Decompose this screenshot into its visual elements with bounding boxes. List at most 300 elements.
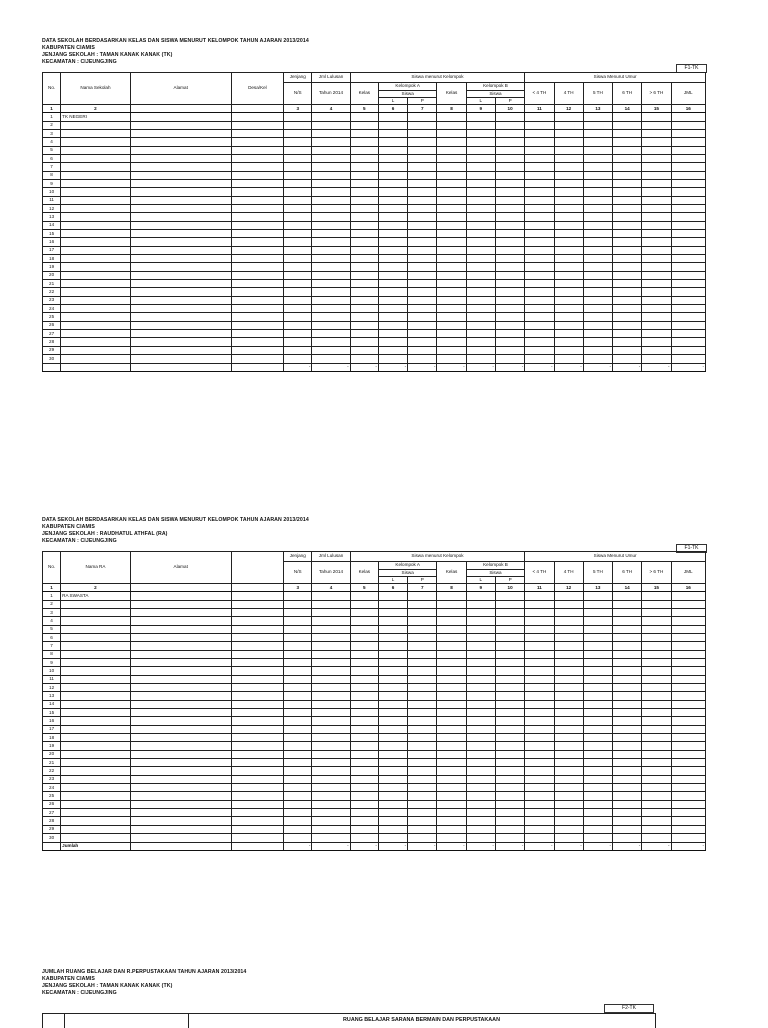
table-cell: [350, 817, 378, 825]
table-cell: [671, 750, 706, 758]
total-cell: [130, 363, 231, 371]
table-cell: [231, 154, 283, 162]
table-cell: [350, 734, 378, 742]
table-row: [43, 809, 706, 817]
table-cell: [495, 734, 524, 742]
table-cell: [284, 163, 312, 171]
header-l-a: L: [379, 98, 408, 104]
colnum: 16: [671, 583, 706, 591]
table-cell: [408, 346, 437, 354]
table-cell: [312, 280, 350, 288]
table-cell: [495, 246, 524, 254]
school-name: [61, 734, 131, 742]
total-cell: [231, 842, 283, 850]
table-cell: [284, 675, 312, 683]
table-cell: [495, 129, 524, 137]
total-value: -: [408, 842, 437, 850]
table-cell: [437, 625, 466, 633]
table-cell: [554, 280, 583, 288]
total-value: -: [495, 842, 524, 850]
row-number: 22: [43, 288, 61, 296]
table-cell: [231, 608, 283, 616]
table-cell: [613, 592, 642, 600]
school-name: [61, 246, 131, 254]
table-cell: [284, 658, 312, 666]
table-cell: [231, 204, 283, 212]
row-number: 6: [43, 633, 61, 641]
table-cell: [613, 650, 642, 658]
row-number: 27: [43, 330, 61, 338]
table-cell: [231, 355, 283, 363]
school-name: [61, 121, 131, 129]
table-cell: [466, 154, 495, 162]
table-cell: [613, 154, 642, 162]
table-cell: [495, 171, 524, 179]
table-cell: [642, 330, 671, 338]
table-row: [43, 196, 706, 204]
total-value: -: [613, 842, 642, 850]
total-value: -: [613, 363, 642, 371]
table-cell: [583, 263, 612, 271]
school-name: [61, 238, 131, 246]
table-cell: [613, 179, 642, 187]
school-name: [61, 750, 131, 758]
row-number: 10: [43, 667, 61, 675]
table-cell: [437, 600, 466, 608]
table-cell: [437, 238, 466, 246]
table-cell: [231, 650, 283, 658]
table-cell: [642, 825, 671, 833]
table-cell: [130, 642, 231, 650]
table-cell: [525, 213, 554, 221]
table-cell: [583, 759, 612, 767]
table-cell: [408, 600, 437, 608]
table-cell: [554, 121, 583, 129]
row-number: 26: [43, 800, 61, 808]
table-cell: [466, 650, 495, 658]
table-cell: [312, 246, 350, 254]
table-cell: [312, 692, 350, 700]
table-cell: [613, 313, 642, 321]
table-cell: [130, 154, 231, 162]
row-number: 25: [43, 313, 61, 321]
table-cell: [231, 717, 283, 725]
table-cell: [466, 121, 495, 129]
table-cell: [613, 246, 642, 254]
table-row: [43, 717, 706, 725]
table-cell: [525, 330, 554, 338]
table-cell: [130, 809, 231, 817]
row-number: 19: [43, 742, 61, 750]
table-cell: [408, 154, 437, 162]
row-number: 28: [43, 817, 61, 825]
table-cell: [583, 742, 612, 750]
table-cell: [231, 221, 283, 229]
table-cell: [495, 759, 524, 767]
table-cell: [466, 263, 495, 271]
table-cell: [284, 146, 312, 154]
table-cell: [642, 313, 671, 321]
table-cell: [231, 742, 283, 750]
table-cell: [495, 121, 524, 129]
table-cell: [671, 759, 706, 767]
form-code: F2-TK: [604, 1004, 654, 1013]
table-cell: [495, 146, 524, 154]
table-cell: [554, 717, 583, 725]
table-cell: [312, 338, 350, 346]
table-row: [43, 709, 706, 717]
school-name: [61, 179, 131, 187]
table-cell: [495, 313, 524, 321]
table-cell: [350, 330, 378, 338]
table-cell: [554, 725, 583, 733]
table-cell: [495, 700, 524, 708]
table-cell: [583, 675, 612, 683]
table-cell: [130, 750, 231, 758]
table-cell: [613, 625, 642, 633]
table-cell: [466, 113, 495, 121]
header-umur-lt4: < 4 TH: [525, 82, 554, 104]
colnum: 9: [466, 104, 495, 112]
table-cell: [466, 683, 495, 691]
table-cell: [284, 179, 312, 187]
table-row: [43, 321, 706, 329]
table-cell: [583, 146, 612, 154]
table-cell: [231, 213, 283, 221]
table-cell: [378, 138, 407, 146]
row-number: 16: [43, 238, 61, 246]
table-cell: [284, 592, 312, 600]
table-cell: [284, 759, 312, 767]
table-cell: [437, 355, 466, 363]
header-siswa-umur: Siswa Menurut Umur: [525, 73, 706, 83]
table-cell: [554, 330, 583, 338]
table-cell: [312, 658, 350, 666]
table-cell: [312, 255, 350, 263]
table-cell: [613, 296, 642, 304]
table-cell: [583, 355, 612, 363]
table-row: [43, 305, 706, 313]
row-number: 3: [43, 608, 61, 616]
table-cell: [583, 305, 612, 313]
table-cell: [642, 154, 671, 162]
table-cell: [583, 709, 612, 717]
table-cell: [583, 196, 612, 204]
table-cell: [231, 633, 283, 641]
table-cell: [312, 163, 350, 171]
table-cell: [231, 113, 283, 121]
table-cell: [613, 767, 642, 775]
table-cell: [437, 767, 466, 775]
table-cell: [408, 221, 437, 229]
row-number: 2: [43, 121, 61, 129]
table-cell: [583, 204, 612, 212]
table-cell: [378, 633, 407, 641]
total-value: -: [642, 363, 671, 371]
table-cell: [554, 154, 583, 162]
table-cell: [466, 692, 495, 700]
row-number: 11: [43, 196, 61, 204]
table-cell: [284, 221, 312, 229]
total-value: -: [466, 363, 495, 371]
table-cell: [466, 313, 495, 321]
table-cell: [525, 138, 554, 146]
school-name: [61, 700, 131, 708]
table-cell: [525, 600, 554, 608]
table-cell: [284, 338, 312, 346]
school-name: [61, 725, 131, 733]
table-cell: [466, 834, 495, 842]
table-cell: [495, 775, 524, 783]
table-cell: [408, 625, 437, 633]
table-cell: [466, 767, 495, 775]
table-cell: [466, 129, 495, 137]
table-cell: [231, 625, 283, 633]
table-cell: [613, 230, 642, 238]
table-cell: [642, 263, 671, 271]
colnum: 8: [437, 104, 466, 112]
header-p-a: P: [420, 576, 424, 582]
table-cell: [613, 213, 642, 221]
table-cell: [130, 196, 231, 204]
total-cell: [43, 842, 61, 850]
school-name: [61, 204, 131, 212]
table-cell: [671, 271, 706, 279]
table-cell: [671, 792, 706, 800]
table-row: [43, 188, 706, 196]
table-cell: [525, 809, 554, 817]
table-cell: [671, 163, 706, 171]
row-number: 5: [43, 146, 61, 154]
table-cell: [437, 121, 466, 129]
table-cell: [525, 625, 554, 633]
table-cell: [466, 709, 495, 717]
colnum: 11: [525, 583, 554, 591]
table-cell: [613, 792, 642, 800]
table-row: [43, 650, 706, 658]
table-cell: [378, 825, 407, 833]
table-cell: [613, 742, 642, 750]
table-cell: [466, 188, 495, 196]
table-cell: [437, 296, 466, 304]
table-cell: [312, 742, 350, 750]
total-value: -: [408, 363, 437, 371]
header-p-b: P: [508, 576, 512, 582]
table-cell: [466, 321, 495, 329]
table-cell: [437, 667, 466, 675]
table-cell: [495, 288, 524, 296]
heading-line: KABUPATEN CIAMIS: [42, 45, 95, 51]
table-cell: [642, 717, 671, 725]
colnum: 14: [613, 104, 642, 112]
table-cell: [671, 113, 706, 121]
table-cell: [525, 784, 554, 792]
table-cell: [495, 650, 524, 658]
table-cell: [231, 784, 283, 792]
header-jml: JML: [671, 561, 706, 583]
table-cell: [408, 700, 437, 708]
table-cell: [130, 255, 231, 263]
table-cell: [284, 809, 312, 817]
table-cell: [312, 775, 350, 783]
table-cell: [671, 592, 706, 600]
table-cell: [408, 163, 437, 171]
table-cell: [312, 230, 350, 238]
table-cell: [613, 784, 642, 792]
header-siswa-b-cell: [466, 90, 525, 104]
row-number: 3: [43, 129, 61, 137]
table-cell: [671, 650, 706, 658]
table-cell: [554, 825, 583, 833]
table-cell: [437, 834, 466, 842]
table-cell: [671, 121, 706, 129]
table-cell: [583, 246, 612, 254]
header-umur-4: 4 TH: [554, 561, 583, 583]
table-cell: [437, 800, 466, 808]
table-cell: [583, 650, 612, 658]
table-cell: [554, 171, 583, 179]
table-cell: [554, 625, 583, 633]
table-cell: [378, 204, 407, 212]
table-cell: [671, 809, 706, 817]
table-row: [43, 171, 706, 179]
table-cell: [613, 600, 642, 608]
colnum: 4: [312, 583, 350, 591]
table-cell: [437, 617, 466, 625]
table-cell: [350, 204, 378, 212]
total-value: -: [642, 842, 671, 850]
table-cell: [378, 625, 407, 633]
table-cell: [466, 667, 495, 675]
table-cell: [554, 313, 583, 321]
table-cell: [554, 204, 583, 212]
table-cell: [583, 230, 612, 238]
colnum: 14: [613, 583, 642, 591]
table-cell: [231, 271, 283, 279]
table-cell: [613, 355, 642, 363]
table-cell: [583, 642, 612, 650]
table-cell: [495, 213, 524, 221]
table-cell: [408, 608, 437, 616]
table-cell: [671, 800, 706, 808]
header-kelas-b: Kelas: [437, 561, 466, 583]
table-cell: [466, 213, 495, 221]
school-name: [61, 759, 131, 767]
table-cell: [284, 230, 312, 238]
table-cell: [231, 129, 283, 137]
table-cell: [130, 338, 231, 346]
school-name: [61, 263, 131, 271]
table-cell: [130, 113, 231, 121]
colnum: 4: [312, 104, 350, 112]
colnum: 16: [671, 104, 706, 112]
table-cell: [350, 642, 378, 650]
table-cell: [350, 346, 378, 354]
table-cell: [583, 734, 612, 742]
school-name: [61, 683, 131, 691]
table-cell: [130, 667, 231, 675]
table-cell: [554, 163, 583, 171]
table-cell: [554, 246, 583, 254]
table-cell: [130, 163, 231, 171]
table-cell: [408, 179, 437, 187]
table-cell: [312, 592, 350, 600]
table-row: [43, 255, 706, 263]
total-value: -: [466, 842, 495, 850]
table-cell: [671, 313, 706, 321]
table-cell: [583, 800, 612, 808]
table-cell: [613, 683, 642, 691]
table-cell: [613, 338, 642, 346]
school-name: [61, 817, 131, 825]
table-cell: [312, 263, 350, 271]
table-cell: [642, 129, 671, 137]
school-name: [61, 321, 131, 329]
table-row: [43, 163, 706, 171]
header-kelas-a: Kelas: [350, 561, 378, 583]
row-number: 24: [43, 784, 61, 792]
table-cell: [525, 230, 554, 238]
table-cell: [284, 196, 312, 204]
table-cell: [312, 650, 350, 658]
colnum: 1: [43, 583, 61, 591]
table-cell: [378, 188, 407, 196]
table-cell: [284, 330, 312, 338]
table-cell: [378, 784, 407, 792]
table-cell: [350, 700, 378, 708]
header-umur-6: 6 TH: [613, 82, 642, 104]
heading-line: DATA SEKOLAH BERDASARKAN KELAS DAN SISWA MENURUT KELOMPOK TAHUN AJARAN 2013/2014: [42, 38, 309, 44]
table-cell: [466, 296, 495, 304]
table-cell: [231, 179, 283, 187]
table-cell: [408, 113, 437, 121]
heading-line: KECAMATAN : CIJEUNGJING: [42, 538, 117, 544]
school-name: [61, 271, 131, 279]
table-cell: [130, 767, 231, 775]
table-cell: [642, 113, 671, 121]
table-cell: [554, 213, 583, 221]
table-cell: [466, 642, 495, 650]
table-cell: [231, 188, 283, 196]
total-value: -: [312, 842, 350, 850]
table-cell: [671, 742, 706, 750]
school-name: [61, 667, 131, 675]
table-cell: [378, 280, 407, 288]
table-cell: [495, 196, 524, 204]
table-cell: [130, 625, 231, 633]
school-name: [61, 775, 131, 783]
table-cell: [495, 633, 524, 641]
table-cell: [671, 305, 706, 313]
school-name: [61, 650, 131, 658]
table-cell: [408, 834, 437, 842]
colnum: 15: [642, 583, 671, 591]
table-cell: [437, 742, 466, 750]
table-cell: [130, 288, 231, 296]
table-cell: [525, 154, 554, 162]
row-number: 5: [43, 625, 61, 633]
table-cell: [495, 179, 524, 187]
table-cell: [554, 750, 583, 758]
table-cell: [583, 271, 612, 279]
header-umur-gt6: > 6 TH: [642, 82, 671, 104]
table-cell: [613, 642, 642, 650]
table-cell: [130, 633, 231, 641]
table-cell: [378, 171, 407, 179]
table-cell: [466, 725, 495, 733]
heading-line: KECAMATAN : CIJEUNGJING: [42, 990, 117, 996]
header-jml: JML: [671, 82, 706, 104]
